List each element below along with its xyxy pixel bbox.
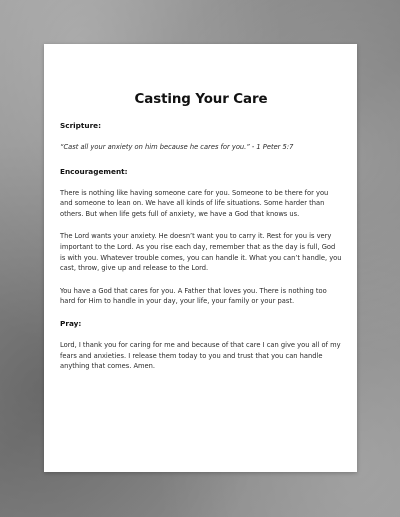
scripture-text: “Cast all your anxiety on him because he cares for you.” - 1 Peter 5:7 — [60, 143, 294, 151]
encouragement-paragraph: You have a God that cares for you. A Father that loves you. There is nothing too hard for Him to handle in your day, your life, your family or your past. — [60, 286, 327, 306]
page-title: Casting Your Care — [134, 92, 268, 107]
prayer-text: Lord, I thank you for caring for me and because of that care I can give you all of my fears and anxieties. I release them today to you and trust that you can handle anything that comes. Amen. — [60, 340, 341, 371]
document-page — [44, 44, 357, 472]
pray-heading: Pray: — [60, 318, 82, 328]
encouragement-paragraph: There is nothing like having someone care for you. Someone to be there for you and someone to lean on. We have all kinds of life situations. Some harder than others. But when life gets full of anxiety, we have a God that knows us. — [60, 188, 329, 218]
encouragement-heading: Encouragement: — [60, 166, 128, 176]
scripture-heading: Scripture: — [60, 121, 102, 130]
encouragement-paragraph: The Lord wants your anxiety. He doesn’t want you to carry it. Rest for you is very important to the Lord. As you rise each day, remember that as the day is full, God is with you. Whatever trouble comes, you can handle it. What you can’t handle, you cast, throw, give up and release to the Lord. — [60, 232, 342, 273]
